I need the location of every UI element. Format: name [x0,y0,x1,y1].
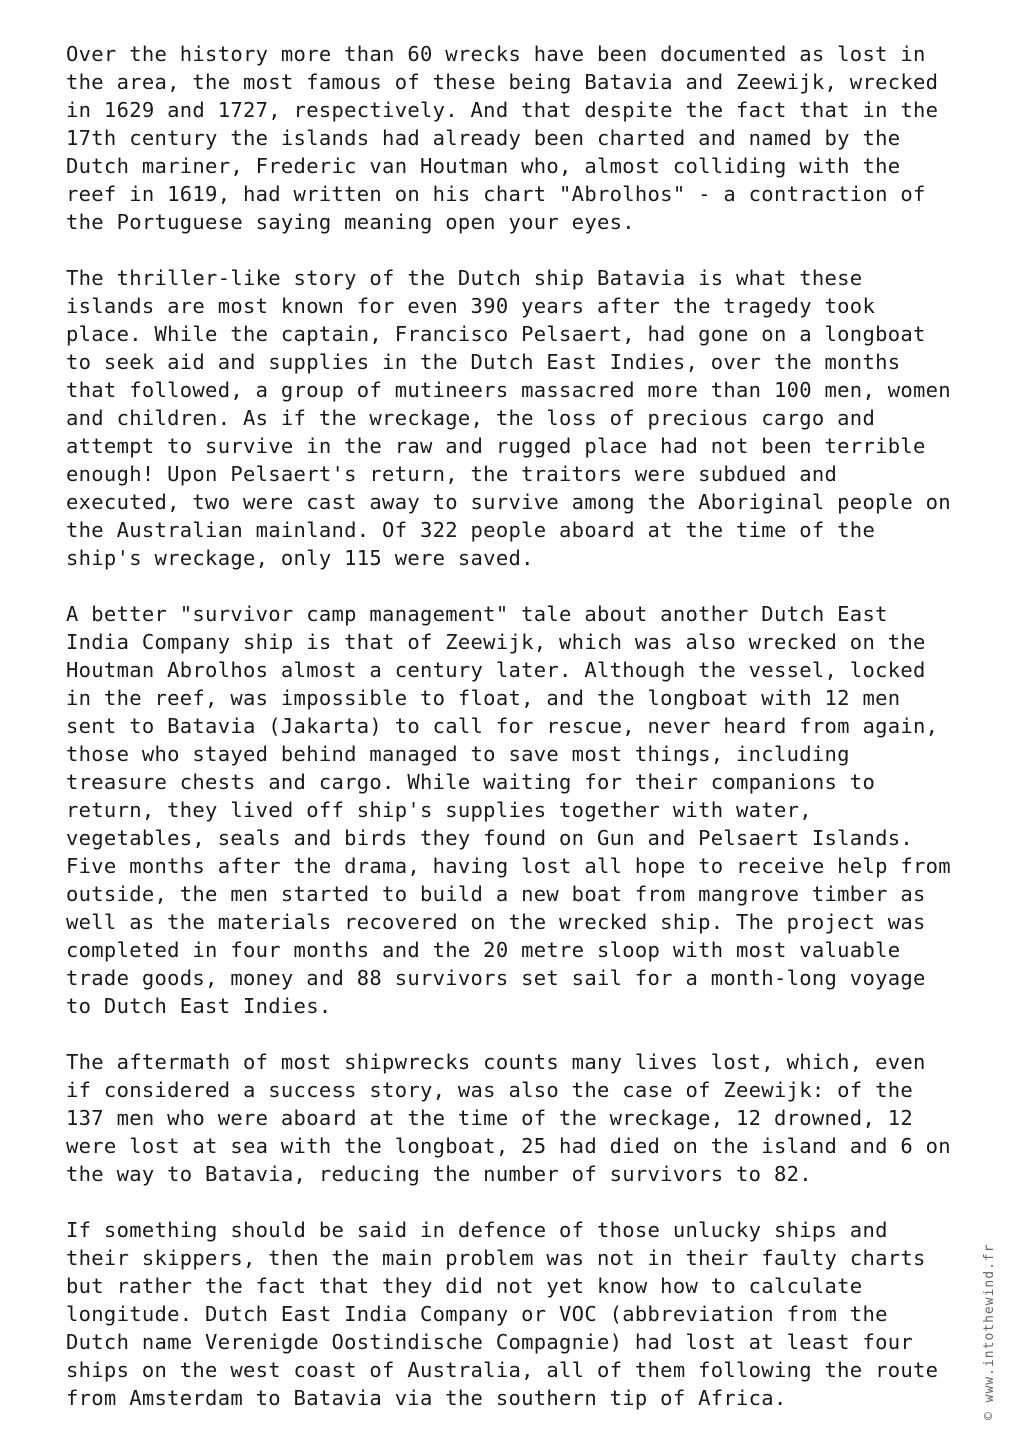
paragraph-batavia-story: The thriller-like story of the Dutch ship Batavia is what these islands are most known for even 390 years after the tragedy took place. While the captain, Francisco Pelsaert, had gone on a longboat to seek aid and supplies in the Dutch East Indies, over the months that followed, a group of mutineers massacred more than 100 men, women and children. As if the wreckage, the loss of precious cargo and attempt to survive in the raw and rugged place had not been terrible enough! Upon Pelsaert's return, the traitors were subdued and executed, two were cast away to survive among the Aboriginal people on the Australian mainland. Of 322 people aboard at the time of the ship's wreckage, only 115 were saved. [66,266,951,570]
article-body [66,40,956,1440]
copyright-watermark: © www.intothewind.fr [982,1243,997,1420]
paragraph-zeewijk-story: A better "survivor camp management" tale about another Dutch East India Company ship is that of Zeewijk, which was also wrecked on the Houtman Abrolhos almost a century later. Although the vessel, locked in the reef, was impossible to float, and the longboat with 12 men sent to Batavia (Jakarta) to call for rescue, never heard from again, those who stayed behind managed to save most things, including treasure chests and cargo. While waiting for their companions to return, they lived off ship's supplies together with water, vegetables, seals and birds they found on Gun and Pelsaert Islands. Five months after the drama, having lost all hope to receive help from outside, the men started to build a new boat from mangrove timber as well as the materials recovered on the wrecked ship. The project was completed in four months and the 20 metre sloop with most valuable trade goods, money and 88 survivors set sail for a month-long voyage to Dutch East Indies. [66,602,951,1018]
paragraph-zeewijk-aftermath: The aftermath of most shipwrecks counts many lives lost, which, even if considered a success story, was also the case of Zeewijk: of the 137 men who were aboard at the time of the wreckage, 12 drowned, 12 were lost at sea with the longboat, 25 had died on the island and 6 on the way to Batavia, reducing the number of survivors to 82. [66,1050,951,1186]
paragraph-wrecks-history: Over the history more than 60 wrecks have been documented as lost in the area, the most famous of these being Batavia and Zeewijk, wrecked in 1629 and 1727, respectively. And that despite the fact that in the 17th century the islands had already been charted and named by the Dutch mariner, Frederic van Houtman who, almost colliding with the reef in 1619, had written on his chart "Abrolhos" - a contraction of the Portuguese saying meaning open your eyes. [66,42,939,234]
paragraph-longitude-problem: If something should be said in defence of those unlucky ships and their skippers, then the main problem was not in their faulty charts but rather the fact that they did not yet know how to calculate longitude. Dutch East India Company or VOC (abbreviation from the Dutch name Verenigde Oostindische Compagnie) had lost at least four ships on the west coast of Australia, all of them following the route from Amsterdam to Batavia via the southern tip of Africa. [66,1218,939,1410]
